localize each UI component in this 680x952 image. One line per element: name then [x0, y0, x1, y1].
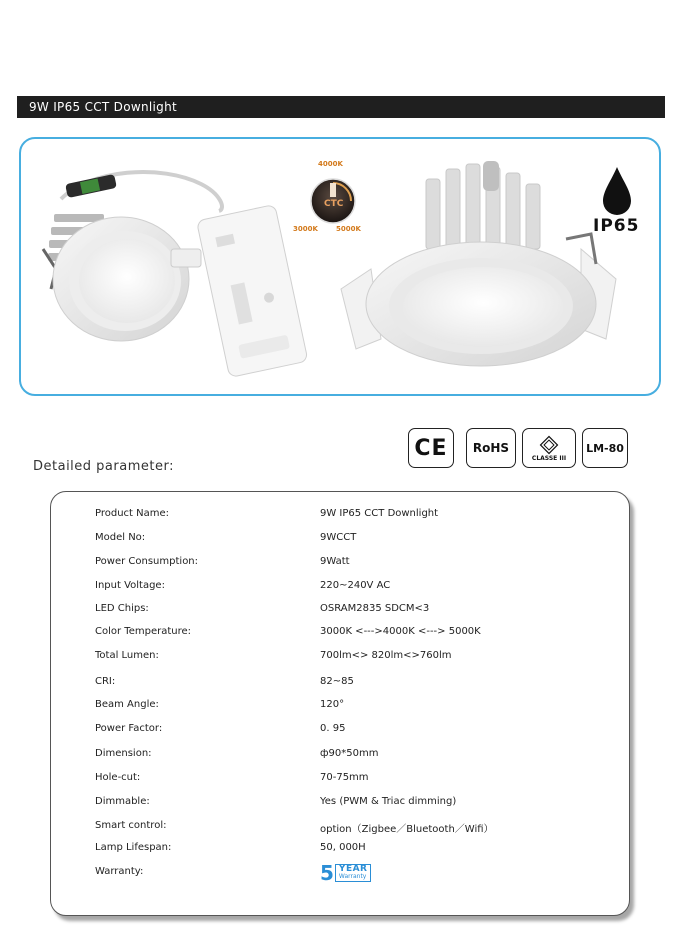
- parameter-row: [51, 650, 629, 668]
- downlight-with-driver-image: [43, 172, 308, 378]
- warranty-year-label: YEAR: [338, 864, 368, 874]
- warranty-sub-label: Warranty: [338, 873, 367, 880]
- parameter-value: 82~85: [320, 676, 354, 687]
- parameter-label: Product Name:: [95, 508, 170, 519]
- parameter-value: 9Watt: [320, 556, 350, 567]
- parameter-row: [51, 723, 629, 741]
- parameter-label: Dimension:: [95, 748, 152, 759]
- parameter-row: [51, 532, 629, 550]
- parameter-label: Color Temperature:: [95, 626, 192, 637]
- ce-mark-badge: [408, 428, 454, 468]
- parameter-value: 70-75mm: [320, 772, 369, 783]
- parameter-label: Smart control:: [95, 820, 167, 831]
- parameter-row: [51, 699, 629, 717]
- class-iii-diamond-icon: [539, 435, 559, 455]
- parameter-row: [51, 842, 629, 860]
- classe-iii-label: CLASSE III: [531, 454, 567, 462]
- parameter-value: ф90*50mm: [320, 748, 379, 759]
- parameter-row: [51, 626, 629, 644]
- warranty-years-number: 5: [320, 861, 334, 885]
- page-title: 9W IP65 CCT Downlight: [29, 100, 177, 114]
- cct-selector-graphic: [293, 160, 361, 233]
- parameter-label: Warranty:: [95, 866, 144, 877]
- parameter-value: 120°: [320, 699, 345, 710]
- parameter-row: [51, 580, 629, 598]
- ip-rating-label: IP65: [593, 216, 640, 236]
- lm80-label: LM-80: [586, 441, 624, 455]
- classe-iii-badge: [522, 428, 576, 468]
- temp-3000k-label: 3000K: [293, 225, 318, 233]
- parameter-value: 700lm<> 820lm<>760lm: [320, 650, 452, 661]
- ce-mark-label: CE: [414, 435, 448, 461]
- parameter-value: 50, 000H: [320, 842, 366, 853]
- parameter-label: Power Consumption:: [95, 556, 199, 567]
- product-image-frame: [19, 137, 661, 396]
- parameter-label: Hole-cut:: [95, 772, 141, 783]
- parameter-row: [51, 556, 629, 574]
- parameter-value: 220~240V AC: [320, 580, 391, 591]
- rohs-label: RoHS: [472, 441, 510, 455]
- parameter-table: [50, 491, 630, 916]
- parameter-label: Lamp Lifespan:: [95, 842, 172, 853]
- parameter-value: 3000K <--->4000K <---> 5000K: [320, 626, 481, 637]
- parameter-label: Beam Angle:: [95, 699, 159, 710]
- warranty-badge: [320, 863, 371, 883]
- parameter-row: [51, 820, 629, 838]
- parameter-label: Power Factor:: [95, 723, 163, 734]
- temp-4000k-label: 4000K: [318, 160, 343, 168]
- parameter-value: 0. 95: [320, 723, 346, 734]
- parameter-value: Yes (PWM & Triac dimming): [320, 796, 457, 807]
- warranty-box: [335, 864, 372, 882]
- ip65-badge: [593, 167, 639, 236]
- parameter-value: 9W IP65 CCT Downlight: [320, 508, 439, 519]
- parameter-value: option（Zigbee／Bluetooth／Wifi）: [320, 824, 494, 835]
- parameter-row: [51, 796, 629, 814]
- parameter-label: Model No:: [95, 532, 146, 543]
- page-title-bar: [17, 96, 665, 118]
- temp-5000k-label: 5000K: [336, 225, 361, 233]
- parameter-row: [51, 861, 629, 885]
- parameter-row: [51, 676, 629, 694]
- parameter-label: LED Chips:: [95, 603, 149, 614]
- parameter-value: OSRAM2835 SDCM<3: [320, 603, 430, 614]
- rohs-badge: [466, 428, 516, 468]
- parameter-label: Total Lumen:: [95, 650, 159, 661]
- section-title: Detailed parameter:: [33, 459, 174, 474]
- ctc-label: CTC: [324, 199, 344, 209]
- parameter-row: [51, 748, 629, 766]
- downlight-large-image: [341, 161, 616, 366]
- parameter-value: 9WCCT: [320, 532, 357, 543]
- parameter-row: [51, 508, 629, 526]
- parameter-label: Dimmable:: [95, 796, 150, 807]
- parameter-row: [51, 772, 629, 790]
- lm80-badge: [582, 428, 628, 468]
- product-illustration: [21, 139, 661, 396]
- parameter-row: [51, 603, 629, 621]
- parameter-label: Input Voltage:: [95, 580, 165, 591]
- parameter-label: CRI:: [95, 676, 116, 687]
